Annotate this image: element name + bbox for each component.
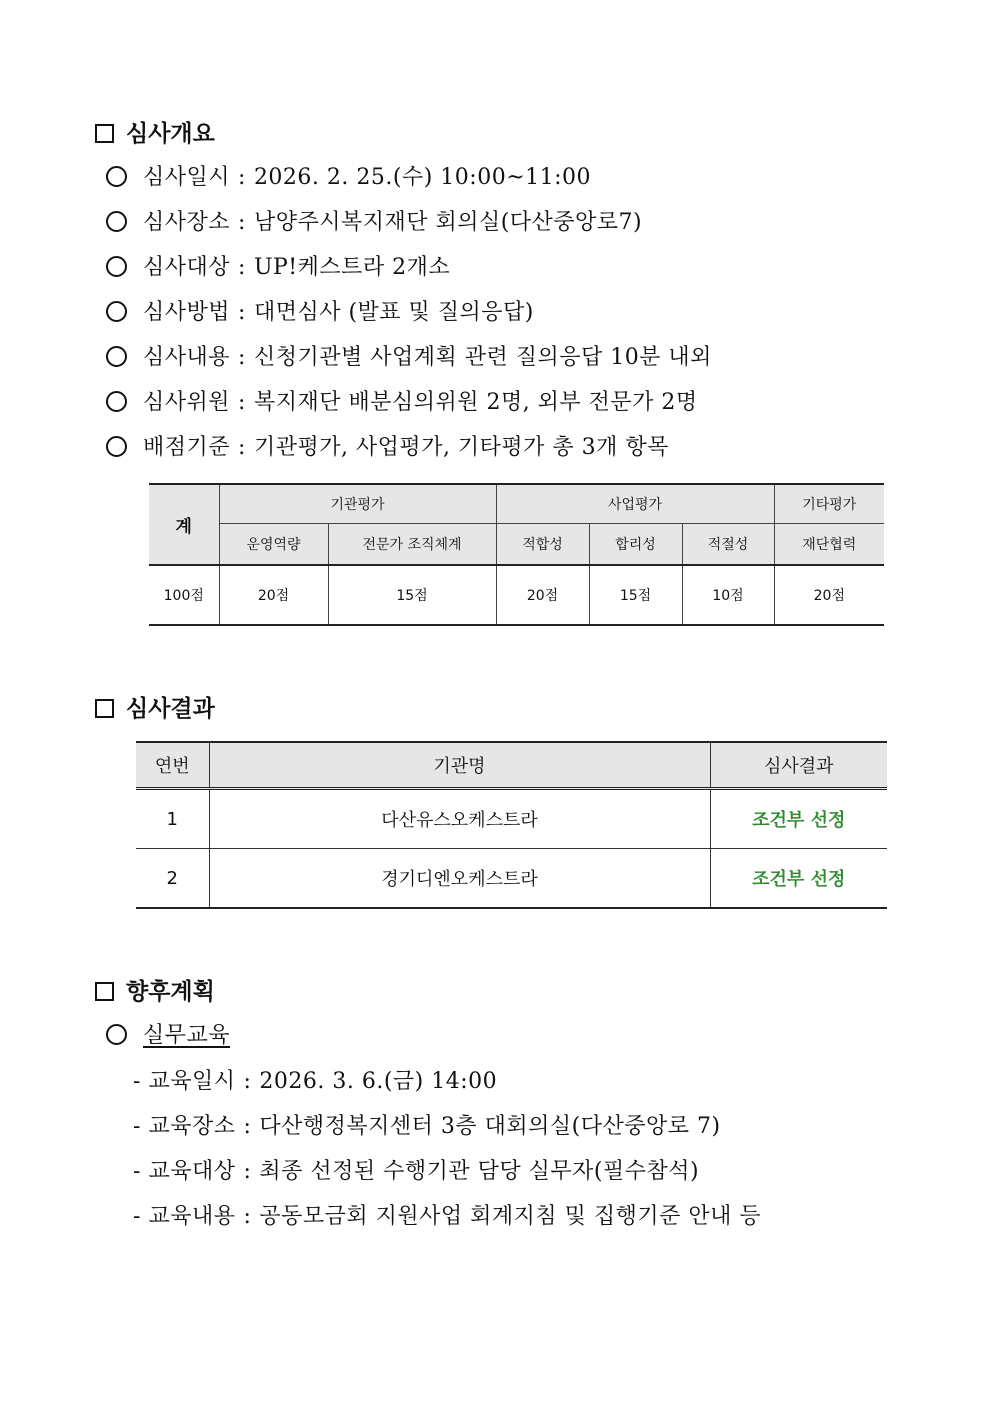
circle-bullet-icon (106, 301, 127, 322)
overview-item: 심사방법 : 대면심사 (발표 및 질의응답) (106, 295, 534, 326)
subitem-value: 공동모금회 지원사업 회계지침 및 집행기준 안내 등 (259, 1204, 762, 1229)
overview-item: 심사내용 : 신청기관별 사업계획 관련 질의응답 10분 내외 (106, 340, 712, 371)
overview-item: 심사대상 : UP!케스트라 2개소 (106, 250, 450, 281)
subitem-label: 교육내용 (148, 1204, 236, 1229)
column-header: 전문가 조직체계 (328, 524, 496, 566)
plan-subitem: - 교육장소 : 다산행정복지센터 3층 대회의실(다산중앙로 7) (133, 1114, 721, 1139)
score-cell: 15점 (589, 565, 682, 625)
row-number: 1 (136, 789, 209, 849)
item-value: 남양주시복지재단 회의실(다산중앙로7) (253, 210, 643, 235)
column-header: 기관명 (209, 742, 710, 789)
score-criteria-table (149, 483, 884, 626)
circle-bullet-icon (106, 1024, 127, 1045)
overview-item: 심사위원 : 복지재단 배분심의위원 2명, 외부 전문가 2명 (106, 385, 698, 416)
item-value: 대면심사 (발표 및 질의응답) (253, 300, 534, 325)
item-label: 심사내용 (143, 345, 231, 370)
score-cell: 20점 (496, 565, 589, 625)
item-label: 배점기준 (143, 435, 231, 460)
dash-bullet: - (133, 1069, 149, 1094)
subitem-value: 2026. 3. 6.(금) 14:00 (259, 1069, 498, 1094)
score-cell: 10점 (682, 565, 774, 625)
dash-bullet: - (133, 1159, 149, 1184)
group-header: 사업평가 (496, 484, 774, 524)
checkbox-square-icon (95, 982, 114, 1001)
results-table (136, 741, 887, 909)
org-name: 경기디엔오케스트라 (209, 849, 710, 909)
item-value: 복지재단 배분심의위원 2명, 외부 전문가 2명 (253, 390, 698, 415)
column-header: 재단협력 (774, 524, 884, 566)
section-heading-results (95, 690, 215, 723)
overview-item: 배점기준 : 기관평가, 사업평가, 기타평가 총 3개 항목 (106, 430, 669, 461)
checkbox-square-icon (95, 124, 114, 143)
plan-subitem: - 교육내용 : 공동모금회 지원사업 회계지침 및 집행기준 안내 등 (133, 1204, 762, 1229)
table-row (136, 789, 887, 849)
org-name: 다산유스오케스트라 (209, 789, 710, 849)
subitem-value: 다산행정복지센터 3층 대회의실(다산중앙로 7) (259, 1114, 721, 1139)
circle-bullet-icon (106, 256, 127, 277)
item-label: 심사방법 (143, 300, 231, 325)
item-value: 2026. 2. 25.(수) 10:00~11:00 (253, 165, 592, 190)
column-header: 적절성 (682, 524, 774, 566)
item-label: 심사위원 (143, 390, 231, 415)
section-title: 심사결과 (126, 696, 215, 722)
subitem-label: 교육장소 (148, 1114, 236, 1139)
group-header: 기관평가 (219, 484, 496, 524)
table-row (136, 849, 887, 909)
item-label: 심사장소 (143, 210, 231, 235)
circle-bullet-icon (106, 391, 127, 412)
circle-bullet-icon (106, 436, 127, 457)
circle-bullet-icon (106, 346, 127, 367)
column-header: 운영역량 (219, 524, 328, 566)
column-header: 심사결과 (710, 742, 887, 789)
group-header: 기타평가 (774, 484, 884, 524)
score-cell: 20점 (774, 565, 884, 625)
overview-item: 심사장소 : 남양주시복지재단 회의실(다산중앙로7) (106, 205, 642, 236)
score-cell: 20점 (219, 565, 328, 625)
overview-item: 심사일시 : 2026. 2. 25.(수) 10:00~11:00 (106, 160, 591, 191)
dash-bullet: - (133, 1114, 149, 1139)
circle-bullet-icon (106, 211, 127, 232)
result-status: 조건부 선정 (710, 849, 887, 909)
column-header: 연번 (136, 742, 209, 789)
item-value: UP!케스트라 2개소 (253, 255, 451, 280)
plan-subitem: - 교육일시 : 2026. 3. 6.(금) 14:00 (133, 1069, 498, 1094)
item-value: 기관평가, 사업평가, 기타평가 총 3개 항목 (253, 435, 669, 460)
dash-bullet: - (133, 1204, 149, 1229)
row-number: 2 (136, 849, 209, 909)
column-header: 적합성 (496, 524, 589, 566)
subitem-label: 교육대상 (148, 1159, 236, 1184)
subitem-label: 교육일시 (148, 1069, 236, 1094)
result-status: 조건부 선정 (710, 789, 887, 849)
item-value: 신청기관별 사업계획 관련 질의응답 10분 내외 (253, 345, 712, 370)
score-cell: 15점 (328, 565, 496, 625)
plan-item (106, 1018, 230, 1049)
section-heading-overview (95, 115, 215, 148)
circle-bullet-icon (106, 166, 127, 187)
item-title: 실무교육 (143, 1023, 231, 1048)
column-header: 합리성 (589, 524, 682, 566)
item-label: 심사일시 (143, 165, 231, 190)
item-label: 심사대상 (143, 255, 231, 280)
total-cell: 100점 (149, 565, 219, 625)
section-title: 향후계획 (126, 979, 215, 1005)
checkbox-square-icon (95, 699, 114, 718)
subitem-value: 최종 선정된 수행기관 담당 실무자(필수참석) (259, 1159, 700, 1184)
section-title: 심사개요 (126, 121, 215, 147)
total-header: 계 (149, 484, 219, 565)
section-heading-future-plan (95, 973, 215, 1006)
plan-subitem: - 교육대상 : 최종 선정된 수행기관 담당 실무자(필수참석) (133, 1159, 700, 1184)
